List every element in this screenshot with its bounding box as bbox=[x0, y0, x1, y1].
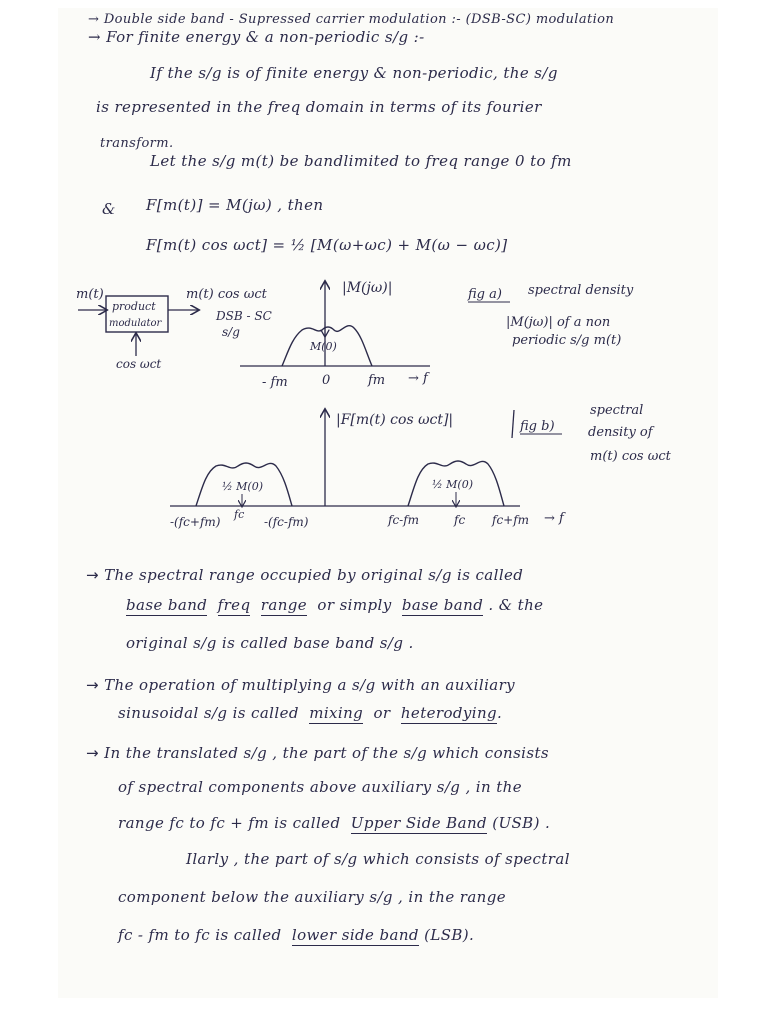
body-line-7: of spectral components above auxiliary s/g , in the bbox=[118, 778, 522, 796]
fig-a-tick-pos: fm bbox=[368, 373, 386, 388]
fig-b-tick-4: fc-fm bbox=[388, 513, 420, 527]
block-output-label: m(t) cos ωct bbox=[186, 287, 267, 302]
term-freq: freq bbox=[217, 596, 251, 614]
fig-b-caption-3: m(t) cos ωct bbox=[590, 449, 671, 464]
block-box-text-2: modulator bbox=[109, 318, 162, 329]
intro-line-1: If the s/g is of finite energy & non-periodic, the s/g bbox=[150, 64, 558, 82]
intro-line-2: is represented in the freq domain in terms of its fourier bbox=[96, 98, 542, 116]
fig-b-left-peak-label: ½ M(0) bbox=[222, 480, 264, 493]
block-carrier-label: cos ωct bbox=[116, 357, 162, 371]
fig-b-tick-5: fc bbox=[454, 513, 466, 527]
fig-b-tick-1: -(fc+fm) bbox=[170, 515, 221, 529]
fig-a-y-label: |M(jω)| bbox=[342, 280, 393, 296]
body-line-1: → The spectral range occupied by original s/g is called bbox=[86, 566, 524, 584]
body-line-5: sinusoidal s/g is called mixing or heterodying. bbox=[118, 704, 503, 722]
block-box-text-1: product bbox=[112, 300, 156, 313]
fig-a-peak-label: M(0) bbox=[310, 340, 337, 353]
term-base-band: base band bbox=[126, 596, 208, 614]
term-range: range bbox=[260, 596, 308, 614]
fig-a-plot bbox=[240, 282, 430, 366]
fig-b-caption-label: fig b) bbox=[520, 419, 555, 434]
header-line-1: → Double side band - Supressed carrier modulation :- (DSB-SC) modulation bbox=[88, 12, 615, 27]
fig-a-caption-1: spectral density bbox=[528, 283, 634, 298]
fig-a-tick-origin: 0 bbox=[322, 373, 331, 388]
body-line-11: fc - fm to fc is called lower side band (LSB). bbox=[118, 926, 475, 944]
body-line-2: base band freq range or simply base band . & the bbox=[126, 596, 544, 614]
term-lower-side-band: lower side band bbox=[291, 926, 419, 944]
fig-b-tick-2: fc bbox=[234, 508, 245, 521]
header-line-2: → For finite energy & a non-periodic s/g :- bbox=[88, 28, 425, 46]
intro-line-4: Let the s/g m(t) be bandlimited to freq range 0 to fm bbox=[150, 152, 572, 170]
term-upper-side-band: Upper Side Band bbox=[350, 814, 488, 832]
body-line-6: → In the translated s/g , the part of the s/g which consists bbox=[86, 744, 549, 762]
fig-b-tick-3: -(fc-fm) bbox=[264, 515, 309, 529]
fig-a-tick-neg: - fm bbox=[262, 375, 288, 390]
equation-2: F[m(t) cos ωct] = ½ [M(ω+ωc) + M(ω − ωc)] bbox=[146, 236, 508, 254]
fig-b-y-label: |F[m(t) cos ωct]| bbox=[336, 412, 454, 428]
fig-b-caption-1: spectral bbox=[590, 403, 644, 418]
fig-b-divider-stroke bbox=[512, 410, 514, 438]
body-line-10: component below the auxiliary s/g , in the range bbox=[118, 888, 507, 906]
fig-b-axis-label: → f bbox=[544, 511, 564, 526]
fig-a-caption-label: fig a) bbox=[468, 287, 502, 302]
intro-line-3: transform. bbox=[100, 136, 174, 151]
fig-b-tick-6: fc+fm bbox=[492, 513, 530, 527]
term-base-band-2: base band bbox=[401, 596, 484, 614]
body-line-3: original s/g is called base band s/g . bbox=[126, 634, 414, 652]
fig-a-caption-2: |M(jω)| of a non bbox=[506, 315, 611, 330]
block-input-label: m(t) bbox=[76, 287, 104, 302]
eq1-prefix: & bbox=[102, 200, 116, 218]
fig-a-caption-3: periodic s/g m(t) bbox=[512, 333, 622, 348]
block-output-note-2: s/g bbox=[222, 325, 240, 339]
fig-b-right-peak-label: ½ M(0) bbox=[432, 478, 474, 491]
term-mixing: mixing bbox=[309, 704, 364, 722]
fig-b-caption-2: density of bbox=[588, 425, 653, 440]
body-line-8: range fc to fc + fm is called Upper Side Band (USB) . bbox=[118, 814, 551, 832]
body-line-9: Ilarly , the part of s/g which consists of spectral bbox=[186, 850, 570, 868]
term-heterodying: heterodying bbox=[400, 704, 498, 722]
body-line-4: → The operation of multiplying a s/g with an auxiliary bbox=[86, 676, 516, 694]
fig-a-axis-label: → f bbox=[408, 371, 428, 386]
block-output-note-1: DSB - SC bbox=[216, 309, 272, 323]
equation-1: F[m(t)] = M(jω) , then bbox=[146, 196, 324, 214]
